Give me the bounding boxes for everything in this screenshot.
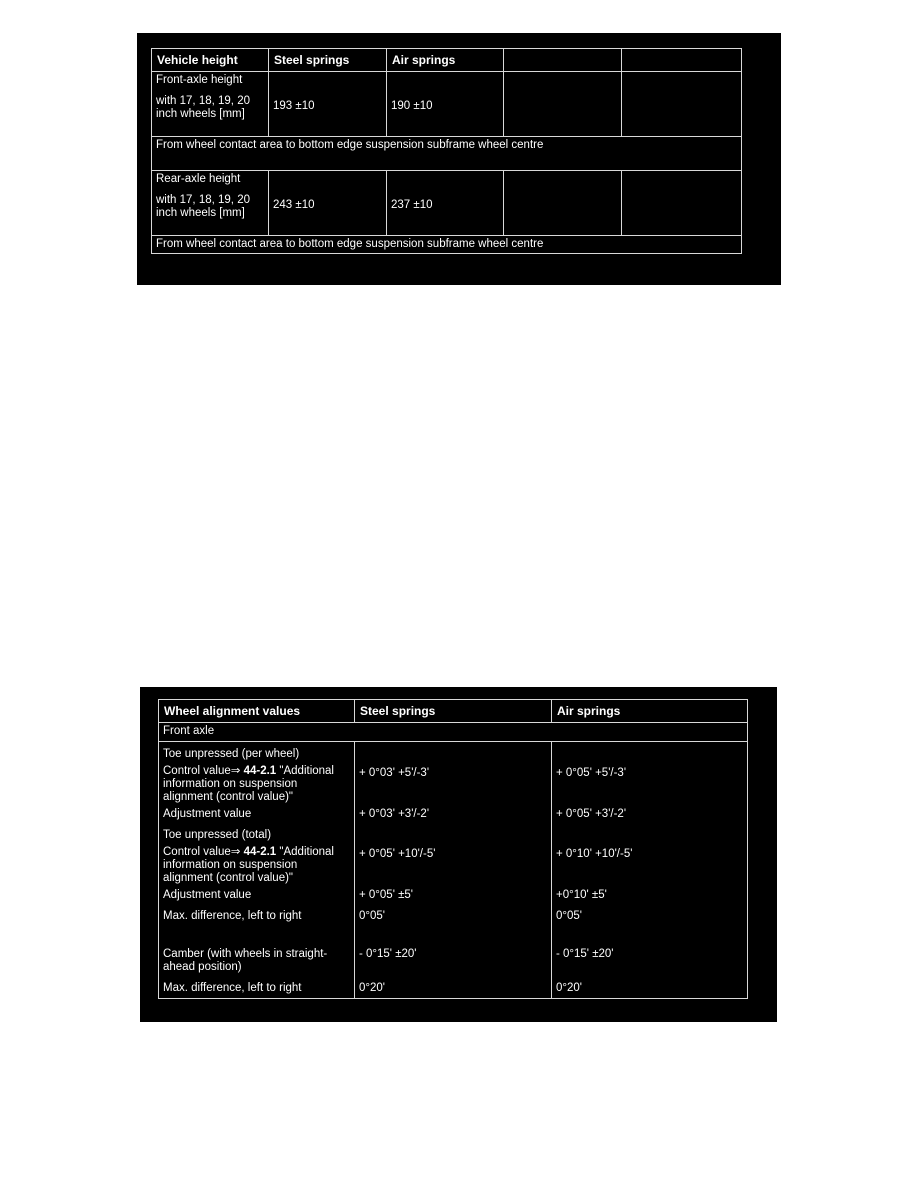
front-axle-note: From wheel contact area to bottom edge suspension subframe wheel centre [152,137,742,171]
control-prefix: Control value⇒ [163,765,244,777]
max-difference-steel: 0°20' [355,976,552,999]
toe-per-wheel-title: Toe unpressed (per wheel) [159,742,355,764]
vehicle-height-table [151,48,742,254]
table-row-max-difference-camber [159,976,748,999]
control-prefix: Control value⇒ [163,846,244,858]
header-empty-cell [504,49,622,72]
max-difference-air: 0°05' [552,904,748,944]
header-air-springs: Air springs [387,49,504,72]
empty-cell [355,742,552,764]
toe-per-wheel-adjust-label: Adjustment value [159,806,355,823]
control-suffix: "Additional information on suspension alignment (control value)" [163,846,334,884]
header-steel-springs: Steel springs [269,49,387,72]
header-vehicle-height: Vehicle height [152,49,269,72]
max-difference-label: Max. difference, left to right [159,976,355,999]
toe-total-title: Toe unpressed (total) [159,823,355,844]
header-empty-cell [622,49,742,72]
table-row-toe-per-wheel-title [159,742,748,764]
camber-label: Camber (with wheels in straight-ahead position) [159,944,355,976]
empty-cell [504,171,622,236]
toe-total-adjust-label: Adjustment value [159,887,355,904]
toe-total-control-air: + 0°10' +10'/-5' [552,844,748,887]
toe-total-adjust-steel: + 0°05' ±5' [355,887,552,904]
front-axle-label-cell [152,72,269,137]
table-row-toe-total-control [159,844,748,887]
toe-per-wheel-control-steel: + 0°03' +5'/-3' [355,763,552,806]
front-axle-wheels: with 17, 18, 19, 20 inch wheels [mm] [156,95,250,120]
front-axle-steel-value: 193 ±10 [269,72,387,137]
rear-axle-wheels: with 17, 18, 19, 20 inch wheels [mm] [156,194,250,219]
front-axle-label: Front-axle height [156,74,243,86]
toe-per-wheel-adjust-steel: + 0°03' +3'/-2' [355,806,552,823]
toe-total-control-label [159,844,355,887]
empty-cell [622,72,742,137]
control-suffix: "Additional information on suspension alignment (control value)" [163,765,334,803]
max-difference-label: Max. difference, left to right [159,904,355,944]
table-header-row [152,49,742,72]
header-air-springs: Air springs [552,700,748,723]
camber-air: - 0°15' ±20' [552,944,748,976]
header-wheel-alignment-values: Wheel alignment values [159,700,355,723]
table-row-toe-per-wheel-control [159,763,748,806]
table-row-max-difference-toe [159,904,748,944]
toe-total-adjust-air: +0°10' ±5' [552,887,748,904]
empty-cell [355,823,552,844]
empty-cell [552,823,748,844]
section-front-axle: Front axle [159,723,748,742]
toe-per-wheel-control-label [159,763,355,806]
empty-cell [622,171,742,236]
max-difference-air: 0°20' [552,976,748,999]
table-row-front-axle [152,72,742,137]
camber-steel: - 0°15' ±20' [355,944,552,976]
toe-per-wheel-control-air: + 0°05' +5'/-3' [552,763,748,806]
table-row-toe-total-adjust [159,887,748,904]
table-header-row [159,700,748,723]
rear-axle-steel-value: 243 ±10 [269,171,387,236]
table-row-rear-axle [152,171,742,236]
header-steel-springs: Steel springs [355,700,552,723]
max-difference-steel: 0°05' [355,904,552,944]
rear-axle-label: Rear-axle height [156,173,241,185]
empty-cell [552,742,748,764]
empty-cell [504,72,622,137]
table-row-camber [159,944,748,976]
toe-per-wheel-adjust-air: + 0°05' +3'/-2' [552,806,748,823]
table-row-rear-note [152,236,742,254]
table-row-toe-total-title [159,823,748,844]
control-reference-link[interactable]: 44-2.1 [243,846,277,858]
table-row-toe-per-wheel-adjust [159,806,748,823]
wheel-alignment-table [158,699,748,999]
table-row-front-note [152,137,742,171]
control-reference-link[interactable]: 44-2.1 [243,765,277,777]
rear-axle-note: From wheel contact area to bottom edge suspension subframe wheel centre [152,236,742,254]
front-axle-air-value: 190 ±10 [387,72,504,137]
toe-total-control-steel: + 0°05' +10'/-5' [355,844,552,887]
rear-axle-label-cell [152,171,269,236]
table-row-section [159,723,748,742]
rear-axle-air-value: 237 ±10 [387,171,504,236]
